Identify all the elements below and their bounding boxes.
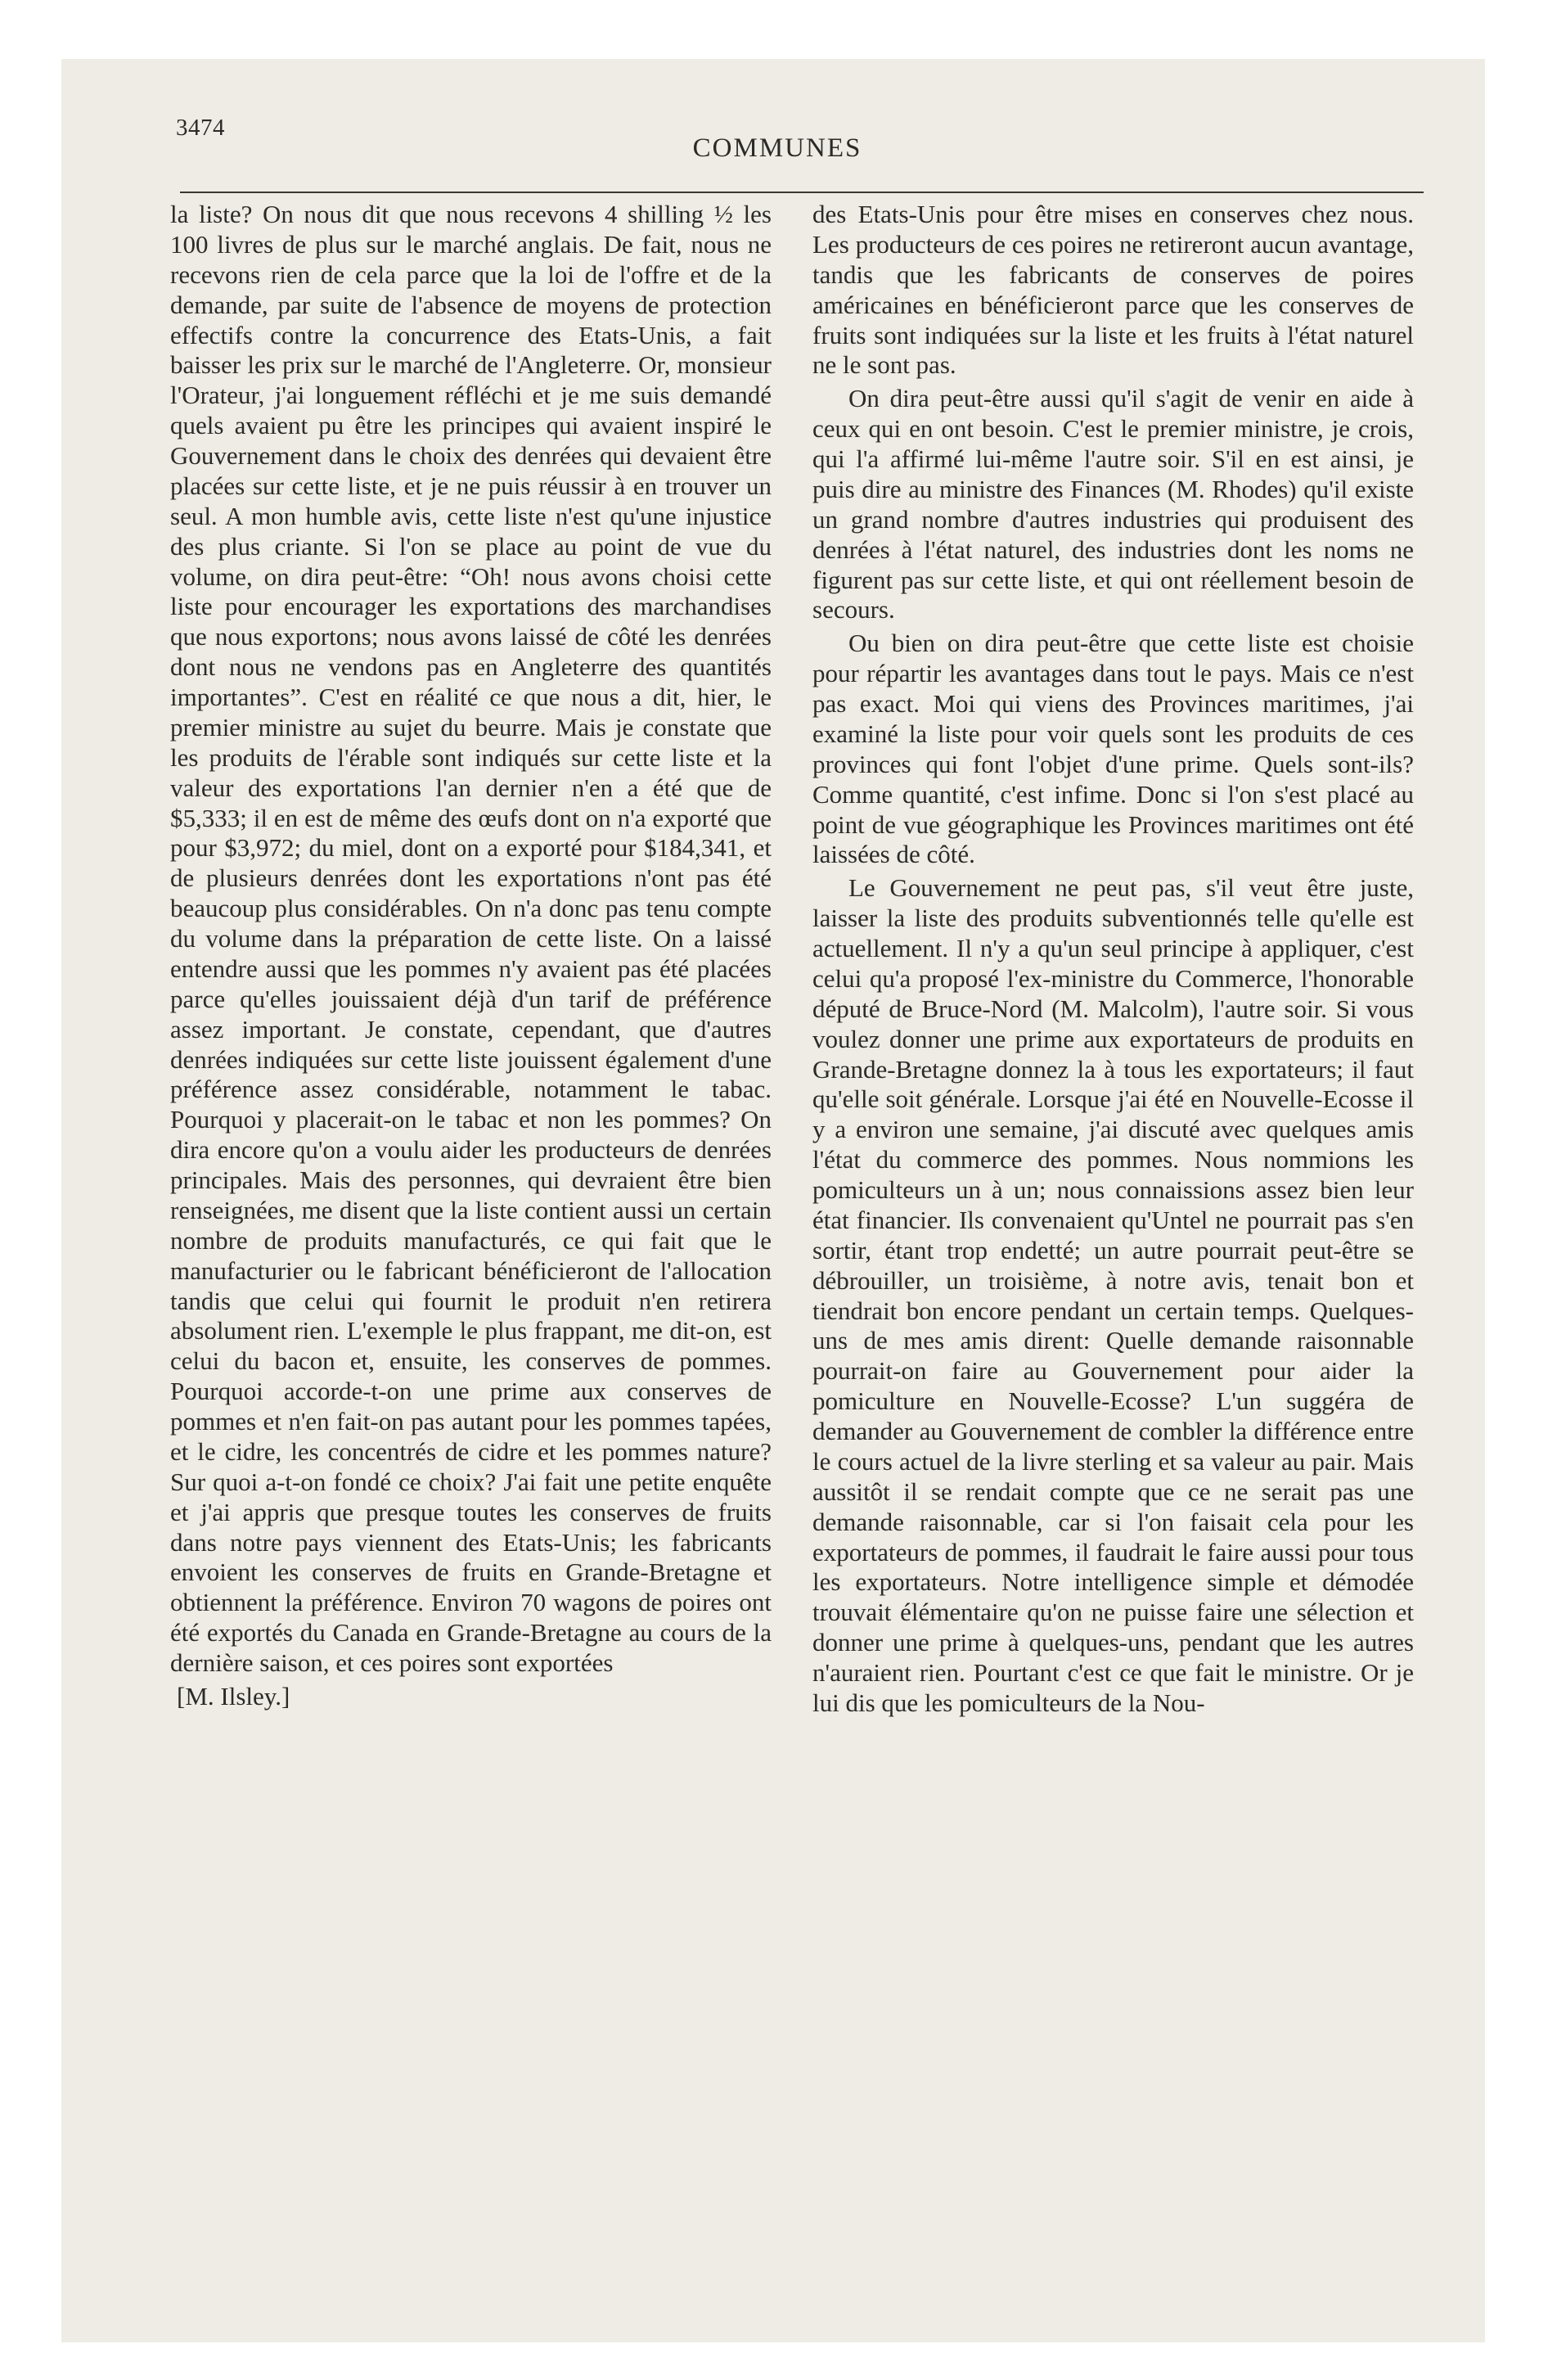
paragraph: Le Gouvernement ne peut pas, s'il veut être juste, laisser la liste des produits subventionnés telle qu'elle est actuellement. Il n'y a qu'un seul principe à appliquer, c'est celui qu'a proposé l'ex-ministre du Commerce, l'honorable député de Bruce-Nord (M. Malcolm), l'autre soir. Si vous voulez donner une prime aux exportateurs de produits en Grande-Bretagne donnez la à tous les exportateurs; il faut qu'elle soit générale. Lorsque j'ai été en Nouvelle-Ecosse il y a environ une semaine, j'ai discuté avec quelques amis l'état du commerce des pommes. Nous nommions les pomiculteurs un à un; nous connaissions assez bien leur état financier. Ils convenaient qu'Untel ne pourrait pas s'en sortir, étant trop endetté; un autre pourrait peut-être se débrouiller, un troisième, à notre avis, tenait bon et tiendrait bon encore pendant un certain temps. Quelques-uns de mes amis dirent: Quelle demande raisonnable pourrait-on faire au Gouvernement pour aider la pomiculture en Nouvelle-Ecosse? L'un suggéra de demander au Gouvernement de combler la différence entre le cours actuel de la livre sterling et sa valeur au pair. Mais aussitôt il se rendait compte que ce ne serait pas une demande raisonnable, car si l'on faisait cela pour les exportateurs de pommes, il faudrait le faire aussi pour tous les exportateurs. Notre intelligence simple et démodée trouvait élémentaire qu'on ne puisse faire une sélection et donner une prime à quelques-uns, pendant que les autres n'auraient rien. Pourtant c'est ce que fait le ministre. Or je lui dis que les pomiculteurs de la Nou- (812, 873, 1414, 1717)
page-number: 3474 (176, 115, 225, 141)
paragraph: On dira peut-être aussi qu'il s'agit de venir en aide à ceux qui en ont besoin. C'est le premier ministre, je crois, qui l'a affirmé lui-même l'autre soir. S'il en est ainsi, je puis dire au ministre des Finances (M. Rhodes) qu'il existe un grand nombre d'autres industries qui produisent des denrées à l'état naturel, des industries dont les noms ne figurent pas sur cette liste, et qui ont réellement besoin de secours. (812, 384, 1414, 624)
header-rule (180, 192, 1424, 193)
paragraph: des Etats-Unis pour être mises en conserves chez nous. Les producteurs de ces poires ne retireront aucun avantage, tandis que les fabricants de conserves de poires américaines en bénéficieront parce que les conserves de fruits sont indiquées sur la liste et les fruits à l'état naturel ne le sont pas. (812, 200, 1414, 380)
document-page (115, 90, 1440, 1717)
paragraph: Ou bien on dira peut-être que cette liste est choisie pour répartir les avantages dans tout le pays. Mais ce n'est pas exact. Moi qui viens des Provinces maritimes, j'ai examiné la liste pour voir quels sont les produits de ces provinces qui font l'objet d'une prime. Quels sont-ils? Comme quantité, c'est infime. Donc si l'on s'est placé au point de vue géographique les Provinces maritimes ont été laissées de côté. (812, 629, 1414, 869)
text-columns (170, 200, 1414, 1722)
section-title: COMMUNES (692, 133, 862, 163)
right-column (812, 200, 1414, 1722)
running-header (115, 90, 1440, 168)
speaker-signature: [M. Ilsley.] (177, 1681, 290, 1711)
left-column (170, 200, 772, 1722)
paragraph: la liste? On nous dit que nous recevons 4 shilling ½ les 100 livres de plus sur le marché anglais. De fait, nous ne recevons rien de cela parce que la loi de l'offre et de la demande, par suite de l'absence de moyens de protection effectifs contre la concurrence des Etats-Unis, a fait baisser les prix sur le marché de l'Angleterre. Or, monsieur l'Orateur, j'ai longuement réfléchi et je me suis demandé quels avaient pu être les principes qui avaient inspiré le Gouvernement dans le choix des denrées qui devaient être placées sur cette liste, et je ne puis réussir à en trouver un seul. A mon humble avis, cette liste n'est qu'une injustice des plus criante. Si l'on se place au point de vue du volume, on dira peut-être: “Oh! nous avons choisi cette liste pour encourager les exportations des marchandises que nous exportons; nous avons laissé de côté les denrées dont nous ne vendons pas en Angleterre des quantités importantes”. C'est en réalité ce que nous a dit, hier, le premier ministre au sujet du beurre. Mais je constate que les produits de l'érable sont indiqués sur cette liste et la valeur des exportations l'an dernier n'en a été que de $5,333; il en est de même des œufs dont on n'a exporté que pour $3,972; du miel, dont on a exporté pour $184,341, et de plusieurs denrées dont les exportations n'ont pas été beaucoup plus considérables. On n'a donc pas tenu compte du volume dans la préparation de cette liste. On a laissé entendre aussi que les pommes n'y avaient pas été placées parce qu'elles jouissaient déjà d'un tarif de préférence assez important. Je constate, cependant, que d'autres denrées indiquées sur cette liste jouissent également d'une préférence assez considérable, notamment le tabac. Pourquoi y placerait-on le tabac et non les pommes? On dira encore qu'on a voulu aider les producteurs de denrées principales. Mais des personnes, qui devraient être bien renseignées, me disent que la liste contient aussi un certain nombre de produits manufacturés, ce qui fait que le manufacturier ou le fabricant bénéficieront de l'allocation tandis que celui qui fournit le produit n'en retirera absolument rien. L'exemple le plus frappant, me dit-on, est celui du bacon et, ensuite, les conserves de pommes. Pourquoi accorde-t-on une prime aux conserves de pommes et n'en fait-on pas autant pour les pommes tapées, et le cidre, les concentrés de cidre et les pommes nature? Sur quoi a-t-on fondé ce choix? J'ai fait une petite enquête et j'ai appris que presque toutes les conserves de fruits dans notre pays viennent des Etats-Unis; les fabricants envoient les conserves de fruits en Grande-Bretagne et obtiennent la préférence. Environ 70 wagons de poires ont été exportés du Canada en Grande-Bretagne au cours de la dernière saison, et ces poires sont exportées (170, 200, 772, 1677)
